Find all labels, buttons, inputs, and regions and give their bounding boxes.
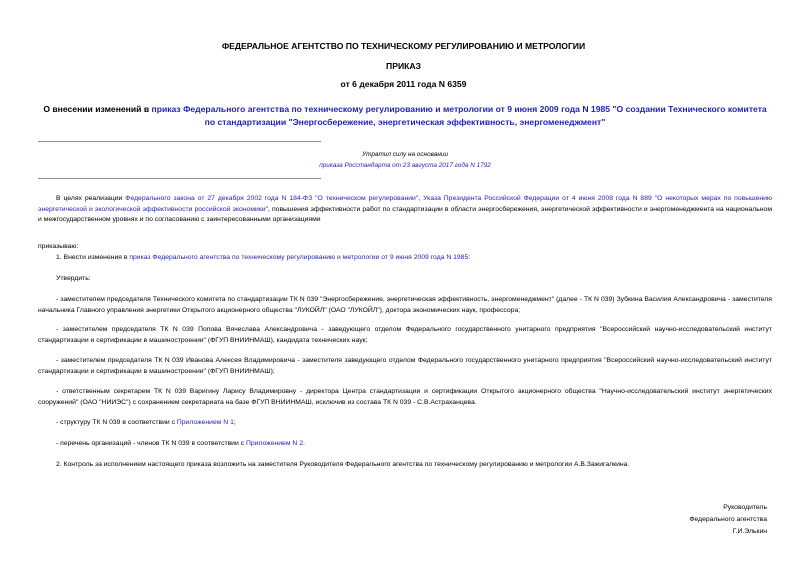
doc-subject [38, 103, 772, 130]
member-4: - ответственным секретарем ТК N 039 Варигину Ларису Владимировну - директора Центра стандартизации и сертификации Открытого акционерного общества "Научно-исследовательский институт энергетических сооружений" (ОАО "НИИЭС") с сохранением секретариата на базе ФГУП ВНИИНМАШ, исключив из состава ТК N 039 - С.В.Астраханцева. [38, 388, 772, 406]
annulment-link[interactable]: приказа Росстандарта от 23 августа 2017 года N 1792 [319, 161, 491, 169]
subject-prefix: О внесении изменений в [43, 104, 152, 114]
preamble [38, 194, 772, 226]
preamble-text-3: , повышения эффективности работ по стандартизации в области энергосбережения, энергетической эффективности и энергоменеджмента на национальном и межгосударственном уровнях и по согласованию с заинтересованными организациями [38, 205, 773, 224]
orgs-item [38, 439, 772, 450]
president-decree-link[interactable]: Указа Президента Российской Федерации от 4 июня 2008 года N 889 "О некоторых мерах по повышению энергетической и экологической эффективности российской экономики" [38, 195, 773, 213]
signature-agency: Федерального агентства [689, 515, 767, 523]
structure-prefix: - структуру ТК N 039 в соответствии с [56, 419, 177, 426]
item-1 [38, 253, 772, 264]
doc-type: ПРИКАЗ [386, 61, 421, 71]
member-3: - заместителем председателя ТК N 039 Иванова Алексея Владимировича - заместителя заведующего отделом Федерального государственного унитарного предприятия "Всероссийский научно-исследовательский институт стандартизации и сертификации в машиностроении" (ФГУП ВНИИНМАШ); [38, 357, 772, 375]
member-1: - заместителем председателя Технического комитета по стандартизации ТК N 039 "Энергосбережение, энергетическая эффективность, энергоменеджмент" (далее - ТК N 039) Зубкина Василия Александровича - заместителя начальника Главного управления энергетики Открытого акционерного общества "ЛУКОЙЛ" (ОАО "ЛУКОЙЛ"), доктора экономических наук, профессора; [38, 296, 772, 314]
subject-order-link[interactable]: приказ Федерального агентства по техническому регулированию и метрологии от 9 июня 2009 года N 1985 "О создании Технического комитета по стандартизации "Энергосбережение, энергетическая эффективность, энергоменеджмент" [151, 104, 767, 128]
order-word: приказываю: [38, 243, 79, 250]
orgs-prefix: - перечень организаций - членов ТК N 039 в соответствии с [56, 440, 246, 447]
item-2: 2. Контроль за исполнением настоящего приказа возложить на заместителя Руководителя Федерального агентства по техническому регулированию и метрологии А.В.Зажигалкина. [56, 461, 630, 468]
annulment-note [38, 150, 772, 171]
preamble-text-2: , [418, 195, 424, 202]
doc-date-number: от 6 декабря 2011 года N 6359 [340, 79, 467, 89]
signature-position: Руководитель [723, 504, 767, 511]
appendix-2-link[interactable]: Приложением N 2 [245, 440, 303, 447]
agency-title: ФЕДЕРАЛЬНОЕ АГЕНТСТВО ПО ТЕХНИЧЕСКОМУ РЕГУЛИРОВАНИЮ И МЕТРОЛОГИИ [221, 41, 586, 51]
structure-item [38, 418, 772, 429]
annulment-text: Утратил силу на основании [362, 151, 448, 158]
item-1-suffix: : [468, 254, 471, 261]
signature-name: Г.И.Элькин [732, 527, 767, 535]
item-1-order-link[interactable]: приказ Федерального агентства по техническому регулированию и метрологии от 9 июня 2009 года N 1985 [129, 254, 469, 261]
preamble-text-1: В целях реализации [56, 195, 126, 202]
approve-heading: Утвердить: [56, 275, 91, 282]
divider-top [38, 141, 321, 142]
structure-suffix: ; [233, 419, 236, 426]
item-1-prefix: 1. Внести изменения в [56, 254, 130, 261]
federal-law-link[interactable]: Федерального закона от 27 декабря 2002 года N 184-ФЗ "О техническом регулировании" [125, 195, 419, 202]
member-2: - заместителем председателя ТК N 039 Попова Вячеслава Александровича - заведующего отделом Федерального государственного унитарного предприятия "Всероссийский научно-исследовательский институт стандартизации и сертификации в машиностроении" (ФГУП ВНИИНМАШ), кандидата технических наук; [38, 326, 772, 344]
divider-bottom [38, 178, 321, 179]
orgs-suffix: . [302, 440, 305, 447]
appendix-1-link[interactable]: Приложением N 1 [176, 419, 234, 426]
signature-block [689, 502, 767, 538]
